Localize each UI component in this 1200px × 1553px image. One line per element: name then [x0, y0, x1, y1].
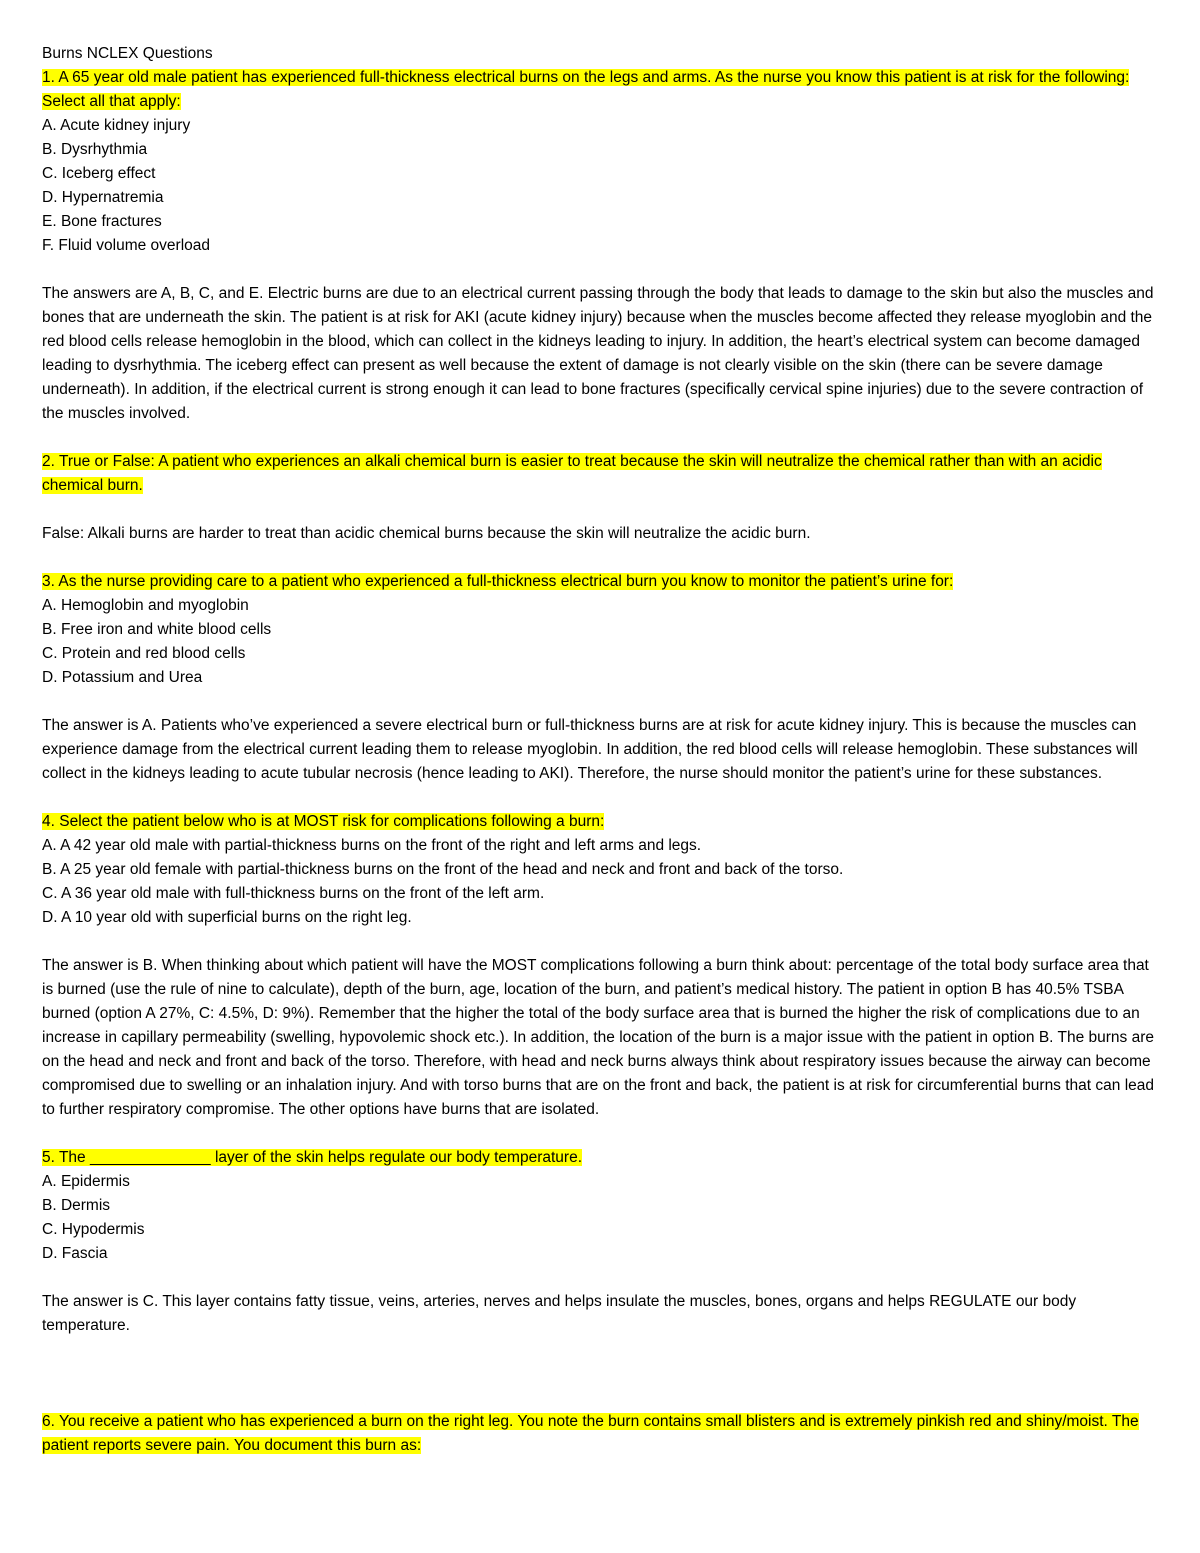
question-1-text: 1. A 65 year old male patient has experienced full-thickness electrical burns on the legs and arms. As the nurse you know this patient is at risk for the following: Select all that apply: — [42, 69, 1130, 110]
q1-option: E. Bone fractures — [42, 213, 162, 230]
question-4 — [42, 810, 1160, 834]
answer-4: The answer is B. When thinking about which patient will have the MOST complications following a burn think about: percentage of the total body surface area that is burned (use the rule of nine to calculate), depth of the burn, age, location of the burn, and patient’s medical history. The patient in option B has 40.5% TSBA burned (option A 27%, C: 4.5%, D: 9%). Remember that the higher the total of the body surface area that is burned the higher the risk of complications due to an increase in capillary permeability (swelling, hypovolemic shock etc.). In addition, the location of the burn is a major issue with the patient in option B. The burns are on the head and neck and front and back of the torso. Therefore, with head and neck burns always think about respiratory issues because the airway can become compromised due to swelling or an inhalation injury. And with torso burns that are on the front and back, the patient is at risk for circumferential burns that can lead to further respiratory compromise. The other options have burns that are isolated. — [42, 957, 1155, 1118]
q5-option: A. Epidermis — [42, 1173, 130, 1190]
q5-option: C. Hypodermis — [42, 1221, 145, 1238]
answer-3: The answer is A. Patients who’ve experienced a severe electrical burn or full-thickness burns are at risk for acute kidney injury. This is because the muscles can experience damage from the electrical current leading them to release myoglobin. In addition, the red blood cells will release hemoglobin. These substances will collect in the kidneys leading to acute tubular necrosis (hence leading to AKI). Therefore, the nurse should monitor the patient’s urine for these substances. — [42, 717, 1138, 782]
question-5-text: 5. The ______________ layer of the skin helps regulate our body temperature. — [42, 1149, 583, 1166]
q3-option: D. Potassium and Urea — [42, 669, 203, 686]
q3-option: B. Free iron and white blood cells — [42, 621, 272, 638]
q1-option: D. Hypernatremia — [42, 189, 164, 206]
question-6-text: 6. You receive a patient who has experienced a burn on the right leg. You note the burn contains small blisters and is extremely pinkish red and shiny/moist. The patient reports severe pain. You document this burn as: — [42, 1413, 1139, 1454]
q1-option: F. Fluid volume overload — [42, 237, 210, 254]
question-2 — [42, 450, 1160, 498]
q4-option: B. A 25 year old female with partial-thickness burns on the front of the head and neck and front and back of the torso. — [42, 861, 844, 878]
question-3-text: 3. As the nurse providing care to a patient who experienced a full-thickness electrical burn you know to monitor the patient’s urine for: — [42, 573, 954, 590]
q1-option: A. Acute kidney injury — [42, 117, 191, 134]
question-3 — [42, 570, 1160, 594]
q3-option: A. Hemoglobin and myoglobin — [42, 597, 249, 614]
question-4-text: 4. Select the patient below who is at MOST risk for complications following a burn: — [42, 813, 605, 830]
document-title: Burns NCLEX Questions — [42, 45, 213, 62]
answer-1: The answers are A, B, C, and E. Electric burns are due to an electrical current passing through the body that leads to damage to the skin but also the muscles and bones that are underneath the skin. The patient is at risk for AKI (acute kidney injury) because when the muscles become affected they release myoglobin and the red blood cells release hemoglobin in the blood, which can collect in the kidneys leading to injury. In addition, the heart’s electrical system can become damaged leading to dysrhythmia. The iceberg effect can present as well because the extent of damage is not clearly visible on the skin (there can be severe damage underneath). In addition, if the electrical current is strong enough it can lead to bone fractures (specifically cervical spine injuries) due to the severe contraction of the muscles involved. — [42, 285, 1154, 422]
q4-option: A. A 42 year old male with partial-thickness burns on the front of the right and left arms and legs. — [42, 837, 702, 854]
document-page — [42, 42, 1160, 1458]
q1-option: C. Iceberg effect — [42, 165, 156, 182]
q1-option: B. Dysrhythmia — [42, 141, 148, 158]
q3-option: C. Protein and red blood cells — [42, 645, 246, 662]
question-1 — [42, 66, 1160, 114]
q4-option: C. A 36 year old male with full-thickness burns on the front of the left arm. — [42, 885, 545, 902]
answer-2: False: Alkali burns are harder to treat than acidic chemical burns because the skin will neutralize the acidic burn. — [42, 525, 811, 542]
q5-option: D. Fascia — [42, 1245, 108, 1262]
question-6 — [42, 1410, 1160, 1458]
question-2-text: 2. True or False: A patient who experiences an alkali chemical burn is easier to treat because the skin will neutralize the chemical rather than with an acidic chemical burn. — [42, 453, 1102, 494]
answer-5: The answer is C. This layer contains fatty tissue, veins, arteries, nerves and helps insulate the muscles, bones, organs and helps REGULATE our body temperature. — [42, 1293, 1077, 1334]
question-5 — [42, 1146, 1160, 1170]
q5-option: B. Dermis — [42, 1197, 111, 1214]
q4-option: D. A 10 year old with superficial burns on the right leg. — [42, 909, 412, 926]
